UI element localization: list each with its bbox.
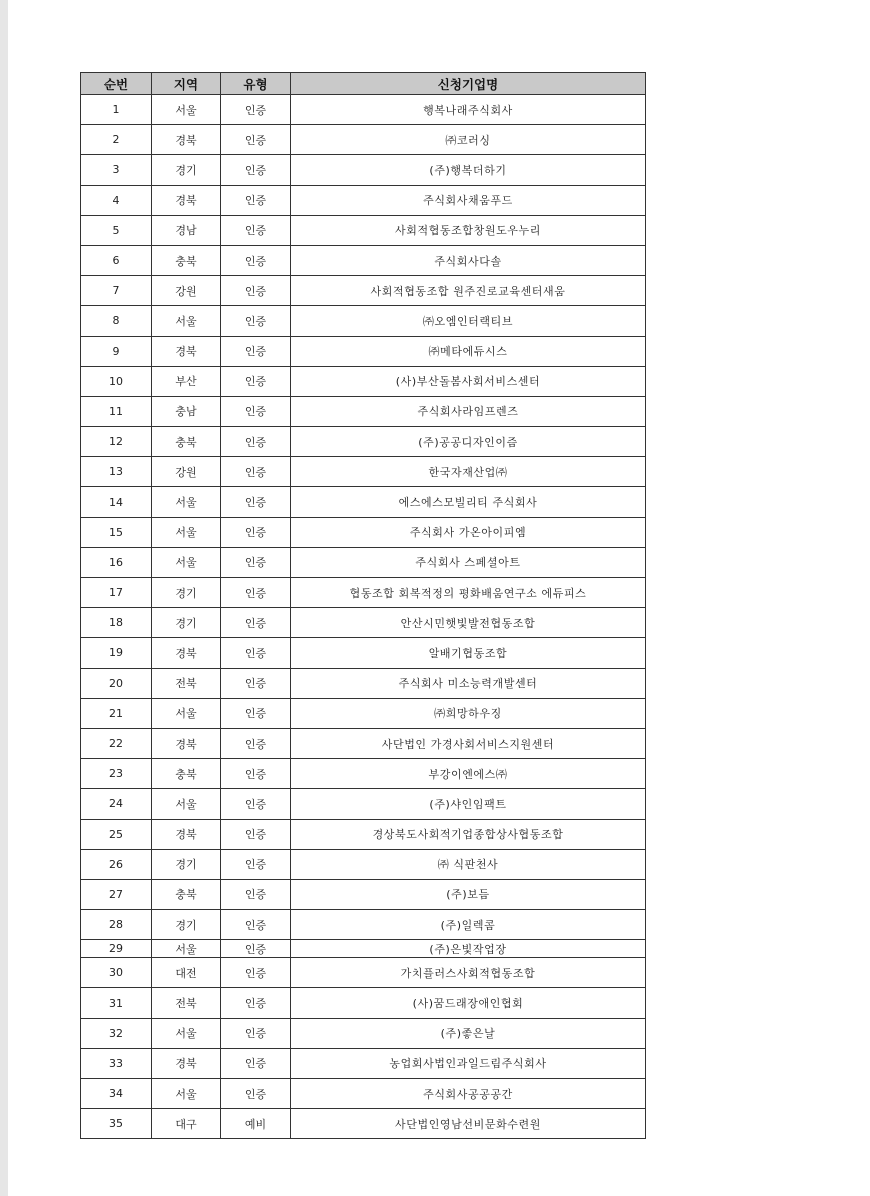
cell-region: 충북 bbox=[152, 759, 221, 789]
cell-type: 인증 bbox=[221, 125, 291, 155]
table-row bbox=[81, 698, 646, 728]
table-row bbox=[81, 547, 646, 577]
cell-company: 알배기협동조합 bbox=[291, 638, 646, 668]
cell-company: 경상북도사회적기업종합상사협동조합 bbox=[291, 819, 646, 849]
cell-region: 경기 bbox=[152, 608, 221, 638]
cell-company: 농업회사법인과일드림주식회사 bbox=[291, 1048, 646, 1078]
cell-company: ㈜메타에듀시스 bbox=[291, 336, 646, 366]
table-row bbox=[81, 487, 646, 517]
header-no: 순번 bbox=[81, 73, 152, 95]
cell-no: 11 bbox=[81, 396, 152, 426]
table-row bbox=[81, 306, 646, 336]
cell-company: 사회적협동조합창원도우누리 bbox=[291, 215, 646, 245]
cell-region: 서울 bbox=[152, 1018, 221, 1048]
cell-region: 강원 bbox=[152, 276, 221, 306]
cell-no: 34 bbox=[81, 1079, 152, 1109]
cell-region: 충북 bbox=[152, 245, 221, 275]
cell-no: 30 bbox=[81, 958, 152, 988]
cell-no: 16 bbox=[81, 547, 152, 577]
table-row bbox=[81, 1018, 646, 1048]
cell-region: 서울 bbox=[152, 789, 221, 819]
table-row bbox=[81, 608, 646, 638]
cell-type: 인증 bbox=[221, 487, 291, 517]
cell-company: ㈜희망하우징 bbox=[291, 698, 646, 728]
cell-company: ㈜코러싱 bbox=[291, 125, 646, 155]
cell-type: 인증 bbox=[221, 457, 291, 487]
cell-type: 인증 bbox=[221, 849, 291, 879]
cell-company: 주식회사 가온아이피엠 bbox=[291, 517, 646, 547]
cell-region: 대전 bbox=[152, 958, 221, 988]
header-company: 신청기업명 bbox=[291, 73, 646, 95]
cell-type: 인증 bbox=[221, 245, 291, 275]
table-row bbox=[81, 638, 646, 668]
cell-company: 주식회사 스페셜아트 bbox=[291, 547, 646, 577]
cell-region: 경남 bbox=[152, 215, 221, 245]
table-row bbox=[81, 849, 646, 879]
table-row bbox=[81, 728, 646, 758]
table-row bbox=[81, 910, 646, 940]
table-row bbox=[81, 125, 646, 155]
cell-region: 서울 bbox=[152, 306, 221, 336]
table-row bbox=[81, 427, 646, 457]
cell-no: 18 bbox=[81, 608, 152, 638]
cell-no: 15 bbox=[81, 517, 152, 547]
cell-company: (주)샤인임팩트 bbox=[291, 789, 646, 819]
cell-company: 한국자재산업㈜ bbox=[291, 457, 646, 487]
cell-region: 서울 bbox=[152, 1079, 221, 1109]
table-row bbox=[81, 819, 646, 849]
cell-type: 인증 bbox=[221, 638, 291, 668]
cell-type: 인증 bbox=[221, 879, 291, 909]
cell-type: 인증 bbox=[221, 789, 291, 819]
cell-company: 안산시민햇빛발전협동조합 bbox=[291, 608, 646, 638]
cell-region: 서울 bbox=[152, 698, 221, 728]
cell-type: 인증 bbox=[221, 759, 291, 789]
cell-company: 사회적협동조합 원주진로교육센터새움 bbox=[291, 276, 646, 306]
cell-type: 인증 bbox=[221, 958, 291, 988]
cell-no: 17 bbox=[81, 578, 152, 608]
cell-company: 협동조합 회복적정의 평화배움연구소 에듀피스 bbox=[291, 578, 646, 608]
cell-company: (주)일렉콤 bbox=[291, 910, 646, 940]
cell-region: 서울 bbox=[152, 940, 221, 958]
cell-no: 23 bbox=[81, 759, 152, 789]
cell-no: 24 bbox=[81, 789, 152, 819]
cell-region: 충북 bbox=[152, 879, 221, 909]
cell-region: 경기 bbox=[152, 910, 221, 940]
cell-no: 9 bbox=[81, 336, 152, 366]
cell-region: 경북 bbox=[152, 1048, 221, 1078]
cell-company: 행복나래주식회사 bbox=[291, 95, 646, 125]
cell-region: 경북 bbox=[152, 728, 221, 758]
cell-region: 전북 bbox=[152, 988, 221, 1018]
cell-type: 인증 bbox=[221, 427, 291, 457]
cell-company: ㈜ 식판천사 bbox=[291, 849, 646, 879]
cell-type: 인증 bbox=[221, 698, 291, 728]
cell-company: 가치플러스사회적협동조합 bbox=[291, 958, 646, 988]
table-row bbox=[81, 396, 646, 426]
table-row bbox=[81, 988, 646, 1018]
cell-region: 충북 bbox=[152, 427, 221, 457]
cell-no: 8 bbox=[81, 306, 152, 336]
table-row bbox=[81, 789, 646, 819]
cell-company: 주식회사다솔 bbox=[291, 245, 646, 275]
table-row bbox=[81, 245, 646, 275]
cell-region: 경북 bbox=[152, 125, 221, 155]
cell-region: 부산 bbox=[152, 366, 221, 396]
cell-region: 서울 bbox=[152, 517, 221, 547]
header-row bbox=[81, 73, 646, 95]
company-list-table bbox=[80, 72, 646, 1139]
cell-no: 7 bbox=[81, 276, 152, 306]
cell-no: 26 bbox=[81, 849, 152, 879]
table-row bbox=[81, 1079, 646, 1109]
cell-type: 인증 bbox=[221, 608, 291, 638]
cell-type: 인증 bbox=[221, 1079, 291, 1109]
table-row bbox=[81, 155, 646, 185]
header-type: 유형 bbox=[221, 73, 291, 95]
cell-region: 경북 bbox=[152, 336, 221, 366]
cell-type: 인증 bbox=[221, 396, 291, 426]
cell-no: 13 bbox=[81, 457, 152, 487]
cell-no: 28 bbox=[81, 910, 152, 940]
cell-no: 20 bbox=[81, 668, 152, 698]
cell-company: (주)은빛작업장 bbox=[291, 940, 646, 958]
cell-type: 인증 bbox=[221, 366, 291, 396]
table-row bbox=[81, 578, 646, 608]
cell-company: 에스에스모빌리티 주식회사 bbox=[291, 487, 646, 517]
cell-type: 인증 bbox=[221, 910, 291, 940]
cell-company: (주)행복더하기 bbox=[291, 155, 646, 185]
table-row bbox=[81, 1109, 646, 1139]
table-row bbox=[81, 215, 646, 245]
cell-region: 경북 bbox=[152, 185, 221, 215]
table-body bbox=[81, 95, 646, 1139]
cell-no: 12 bbox=[81, 427, 152, 457]
cell-no: 4 bbox=[81, 185, 152, 215]
cell-type: 예비 bbox=[221, 1109, 291, 1139]
table-row bbox=[81, 958, 646, 988]
cell-region: 경기 bbox=[152, 155, 221, 185]
table-row bbox=[81, 940, 646, 958]
cell-region: 경북 bbox=[152, 638, 221, 668]
cell-company: 사단법인 가경사회서비스지원센터 bbox=[291, 728, 646, 758]
cell-company: 주식회사라임프렌즈 bbox=[291, 396, 646, 426]
cell-company: ㈜오엠인터랙티브 bbox=[291, 306, 646, 336]
table-row bbox=[81, 276, 646, 306]
table-row bbox=[81, 95, 646, 125]
cell-no: 14 bbox=[81, 487, 152, 517]
header-region: 지역 bbox=[152, 73, 221, 95]
cell-type: 인증 bbox=[221, 1048, 291, 1078]
cell-region: 경북 bbox=[152, 819, 221, 849]
cell-type: 인증 bbox=[221, 668, 291, 698]
cell-no: 5 bbox=[81, 215, 152, 245]
cell-type: 인증 bbox=[221, 155, 291, 185]
cell-no: 2 bbox=[81, 125, 152, 155]
cell-no: 33 bbox=[81, 1048, 152, 1078]
document-page bbox=[8, 0, 870, 1196]
cell-type: 인증 bbox=[221, 185, 291, 215]
cell-region: 서울 bbox=[152, 487, 221, 517]
cell-company: 사단법인영남선비문화수련원 bbox=[291, 1109, 646, 1139]
cell-type: 인증 bbox=[221, 988, 291, 1018]
table-row bbox=[81, 668, 646, 698]
table-row bbox=[81, 879, 646, 909]
cell-company: 부강이엔에스㈜ bbox=[291, 759, 646, 789]
cell-region: 전북 bbox=[152, 668, 221, 698]
cell-region: 경기 bbox=[152, 849, 221, 879]
cell-region: 경기 bbox=[152, 578, 221, 608]
cell-type: 인증 bbox=[221, 819, 291, 849]
cell-type: 인증 bbox=[221, 95, 291, 125]
cell-company: (사)꿈드래장애인협회 bbox=[291, 988, 646, 1018]
cell-company: 주식회사채움푸드 bbox=[291, 185, 646, 215]
cell-region: 대구 bbox=[152, 1109, 221, 1139]
cell-type: 인증 bbox=[221, 306, 291, 336]
cell-no: 10 bbox=[81, 366, 152, 396]
cell-no: 35 bbox=[81, 1109, 152, 1139]
cell-no: 3 bbox=[81, 155, 152, 185]
cell-region: 서울 bbox=[152, 95, 221, 125]
cell-no: 6 bbox=[81, 245, 152, 275]
cell-no: 21 bbox=[81, 698, 152, 728]
table-row bbox=[81, 517, 646, 547]
cell-company: 주식회사 미소능력개발센터 bbox=[291, 668, 646, 698]
cell-type: 인증 bbox=[221, 940, 291, 958]
cell-type: 인증 bbox=[221, 1018, 291, 1048]
cell-type: 인증 bbox=[221, 547, 291, 577]
cell-no: 22 bbox=[81, 728, 152, 758]
cell-no: 1 bbox=[81, 95, 152, 125]
cell-company: (주)보듬 bbox=[291, 879, 646, 909]
cell-type: 인증 bbox=[221, 728, 291, 758]
cell-region: 충남 bbox=[152, 396, 221, 426]
table-row bbox=[81, 336, 646, 366]
cell-company: (주)공공디자인이즘 bbox=[291, 427, 646, 457]
table-row bbox=[81, 185, 646, 215]
cell-no: 29 bbox=[81, 940, 152, 958]
cell-no: 32 bbox=[81, 1018, 152, 1048]
cell-company: (사)부산돌봄사회서비스센터 bbox=[291, 366, 646, 396]
cell-company: 주식회사공공공간 bbox=[291, 1079, 646, 1109]
cell-type: 인증 bbox=[221, 517, 291, 547]
table-row bbox=[81, 759, 646, 789]
cell-no: 25 bbox=[81, 819, 152, 849]
cell-type: 인증 bbox=[221, 336, 291, 366]
cell-company: (주)좋은날 bbox=[291, 1018, 646, 1048]
table-row bbox=[81, 1048, 646, 1078]
table-row bbox=[81, 457, 646, 487]
table-header bbox=[81, 73, 646, 95]
table-row bbox=[81, 366, 646, 396]
cell-no: 19 bbox=[81, 638, 152, 668]
cell-no: 31 bbox=[81, 988, 152, 1018]
cell-region: 서울 bbox=[152, 547, 221, 577]
cell-type: 인증 bbox=[221, 215, 291, 245]
cell-type: 인증 bbox=[221, 276, 291, 306]
cell-type: 인증 bbox=[221, 578, 291, 608]
cell-no: 27 bbox=[81, 879, 152, 909]
cell-region: 강원 bbox=[152, 457, 221, 487]
